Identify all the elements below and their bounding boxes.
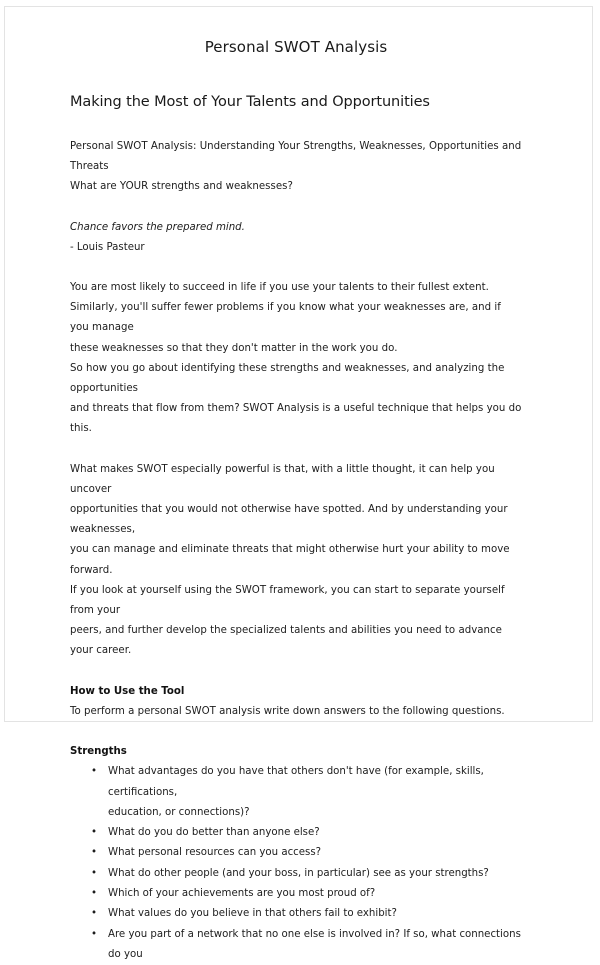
spacer xyxy=(70,662,522,682)
body-paragraph-2 xyxy=(70,460,522,662)
bullet-icon: • xyxy=(91,827,98,839)
list-item-line-1: What personal resources can you access? xyxy=(108,847,322,859)
paragraph1-line-3: these weaknesses so that they don't matter in the work you do. xyxy=(70,342,398,354)
strengths-question-list xyxy=(70,762,522,965)
list-item xyxy=(70,925,522,965)
bullet-icon: • xyxy=(91,867,98,879)
bullet-icon: • xyxy=(91,847,98,859)
list-item-line-1: What do you do better than anyone else? xyxy=(108,827,320,839)
document-subtitle: Making the Most of Your Talents and Opportunities xyxy=(70,94,430,110)
paragraph2-line-1: What makes SWOT especially powerful is that, with a little thought, it can help you uncover xyxy=(70,463,495,495)
list-item-line-1: Are you part of a network that no one else is involved in? If so, what connections do you xyxy=(108,928,521,960)
paragraph2-line-5: peers, and further develop the specialized talents and abilities you need to advance your career. xyxy=(70,625,502,657)
quote-attribution: - Louis Pasteur xyxy=(70,241,145,253)
intro-line-2: What are YOUR strengths and weaknesses? xyxy=(70,181,293,193)
list-item-line-2: education, or connections)? xyxy=(108,806,250,818)
how-to-use-heading: How to Use the Tool xyxy=(70,685,185,697)
list-item xyxy=(70,884,522,904)
spacer xyxy=(70,722,522,742)
list-item xyxy=(70,762,522,823)
spacer xyxy=(70,440,522,460)
bullet-icon: • xyxy=(91,908,98,920)
paragraph2-line-4: If you look at yourself using the SWOT framework, you can start to separate yourself from your xyxy=(70,584,505,617)
list-item xyxy=(70,904,522,924)
intro-line-1: Personal SWOT Analysis: Understanding Your Strengths, Weaknesses, Opportunities and Threats xyxy=(70,141,522,173)
paragraph1-line-2: Similarly, you'll suffer fewer problems if you know what your weaknesses are, and if you manage xyxy=(70,302,501,334)
list-item-line-1: What do other people (and your boss, in particular) see as your strengths? xyxy=(108,867,489,879)
paragraph2-line-2: opportunities that you would not otherwise have spotted. And by understanding your weaknesses, xyxy=(70,504,508,536)
page-title: Personal SWOT Analysis xyxy=(204,38,388,56)
intro-paragraph xyxy=(70,137,522,198)
bullet-icon: • xyxy=(91,888,98,900)
list-item-line-1: What values do you believe in that others fail to exhibit? xyxy=(108,908,397,920)
paragraph1-line-1: You are most likely to succeed in life if you use your talents to their fullest extent. xyxy=(70,282,489,294)
paragraph2-line-3: you can manage and eliminate threats that might otherwise hurt your ability to move forward. xyxy=(70,544,510,576)
list-item-line-1: Which of your achievements are you most proud of? xyxy=(108,888,376,900)
spacer xyxy=(70,258,522,278)
document-content xyxy=(70,0,522,965)
paragraph1-line-4: So how you go about identifying these strengths and weaknesses, and analyzing the opportunities xyxy=(70,362,505,395)
spacer xyxy=(70,198,522,218)
list-item xyxy=(70,864,522,884)
list-item xyxy=(70,843,522,863)
list-item-line-1: What advantages do you have that others don't have (for example, skills, certifications, xyxy=(108,766,484,798)
spacer xyxy=(70,110,522,137)
how-to-use-body: To perform a personal SWOT analysis write down answers to the following questions. xyxy=(70,705,505,717)
list-item xyxy=(70,823,522,843)
bullet-icon: • xyxy=(91,766,98,778)
quote-text: Chance favors the prepared mind. xyxy=(70,221,245,233)
body-paragraph-1 xyxy=(70,278,522,440)
bullet-icon: • xyxy=(91,928,98,940)
paragraph1-line-5: and threats that flow from them? SWOT Analysis is a useful technique that helps you do this. xyxy=(70,403,522,435)
strengths-heading: Strengths xyxy=(70,746,127,758)
